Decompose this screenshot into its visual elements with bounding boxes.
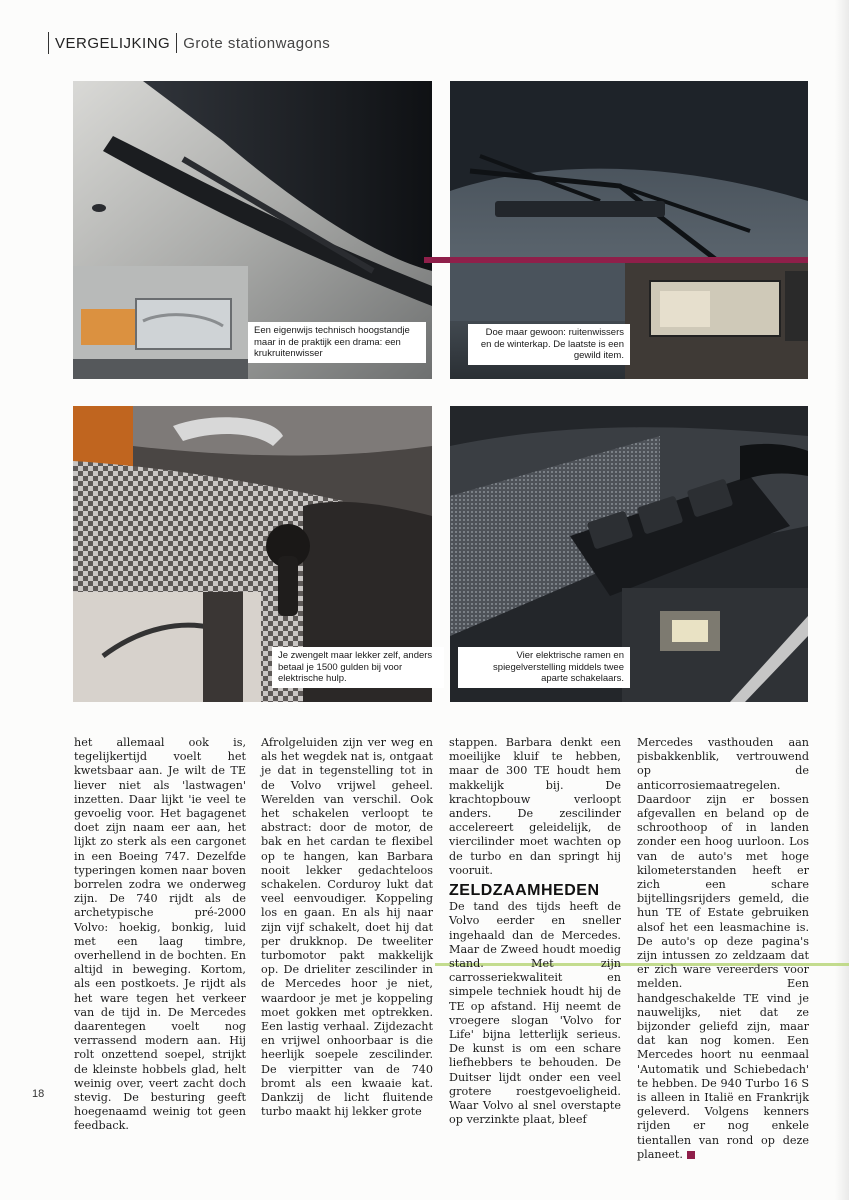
caption-wiper-right-text: Doe maar gewoon: ruitenwissers en de winterkap. De laatste is een gewild item.	[480, 327, 624, 361]
end-of-article-icon	[687, 1151, 695, 1159]
caption-wiper-right	[468, 324, 630, 365]
article-paragraph-1: het allemaal ook is, tegelijkertijd voelt het kwetsbaar aan. Je wilt de TE liever niet als 'lastwagen' inzetten. Daar lijkt 'ie veel te gevoelig voor. Het bagagenet doet zijn naam eer aan, het lijkt zo sterk als een cargonet in een Boeing 747. Dezelfde typeringen komen naar boven borrelen zodra we onderweg zijn. De 740 rijdt als de archetypische pré-2000 Volvo: hoekig, bonkig, luid met een laag timbre, overhellend in de bochten. En altijd in beweging. Kortom, als een postkoets. Je rijdt als het ware tegen het verkeer van de tijd in. De Mercedes daarentegen voelt nog verrassend modern aan. Hij rolt onzettend soepel, strijkt de kleinste hobbels glad, helt weinig over, veert zacht doch stevig. De besturing geeft hoegenaamd weinig tot geen feedback.	[74, 736, 246, 1133]
article-paragraph-3b: De tand des tijds heeft de Volvo eerder en sneller ingehaald dan de Mercedes. Maar de Zweed houdt moedig stand. Met zijn carrosseriekwaliteit en simpele techniek houdt hij de TE op afstand. Hij neemt de vroegere slogan 'Volvo for Life' bijna letterlijk serieus. De kunst is om een schare liefhebbers te behouden. De Duitser lijdt onder een veel grotere roestgevoeligheid. Waar Volvo al snel overstapte op verzinkte plaat, bleef	[449, 900, 621, 1127]
section-title: VERGELIJKING	[55, 34, 171, 52]
article-paragraph-2: Afrolgeluiden zijn ver weg en als het wegdek nat is, ontgaat je dat in tegenstelling tot in de Volvo vrijwel geheel. Werelden van verschil. Ook het schakelen verloopt te abstract: door de motor, de bak en het cardan te flexibel op te hangen, kan Barbara nooit lekker gedachteloos schakelen. Corduroy lukt dat veel eenvoudiger. Koppeling los en gaan. En als hij naar zijn vijf schakelt, doet hij dat per drukknop. De tweeliter turbomotor pakt makkelijk op. De drieliter zescilinder in de Mercedes hoor je niet, waardoor je met je koppeling moet gokken met optrekken. Een lastig verhaal. Zijdezacht en vrijwel onhoorbaar is die heerlijk soepele zescilinder. De vierpitter van de 740 bromt als een kwaaie kat. Dankzij de licht fluitende turbo maakt hij lekker grote	[261, 736, 433, 1119]
header-separator	[176, 33, 177, 53]
article-column-4	[637, 736, 809, 1162]
article-paragraph-4: Mercedes vasthouden aan pisbakkenblik, vertrouwend op de anticorrosiemaatregelen. Daardoor zijn er bossen afgevallen en beland op de schroothoop of in landen zonder een hoog uurloon. Los van de auto's met hoge kilometerstanden heeft er zich een schare bijtellingsrijders gemeld, die hun TE of Estate gebruiken alsof het een leasmachine is. De auto's op deze pagina's zijn intussen zo zeldzaam dat er zich ware vereerders voor melden. Een handgeschakelde TE vind je nauwelijks, niet dat ze bijzonder geliefd zijn, maar dat kan nog komen. Een Mercedes hoort nu eenmaal 'Automatik und Schiebedach' te hebben. De 940 Turbo 16 S is alleen in Italië en Frankrijk geleverd. Volgens kenners rijden er nog enkele tientallen van rond op deze planeet.	[637, 736, 809, 1161]
accent-ribbon	[424, 257, 808, 263]
article-column-2	[261, 736, 433, 1119]
caption-wiper-left	[248, 322, 426, 363]
article-paragraph-4-wrap	[637, 736, 809, 1162]
subheading: ZELDZAAMHEDEN	[449, 882, 600, 900]
topic-title: Grote stationwagons	[183, 34, 331, 52]
page-header	[48, 32, 330, 54]
article-column-1	[74, 736, 246, 1134]
caption-door-left	[272, 647, 444, 688]
header-rule	[48, 32, 49, 54]
page-edge-shadow	[835, 0, 849, 1200]
caption-door-left-text: Je zwengelt maar lekker zelf, anders betaal je 1500 gulden bij voor elektrische hulp.	[278, 650, 433, 684]
caption-door-right	[458, 647, 630, 688]
article-column-3	[449, 736, 621, 1127]
page-number: 18	[32, 1088, 45, 1100]
caption-wiper-left-text: Een eigenwijs technisch hoogstandje maar in de praktijk een drama: een krukruitenwisser	[254, 325, 410, 359]
caption-door-right-text: Vier elektrische ramen en spiegelverstelling middels twee aparte schakelaars.	[493, 650, 624, 684]
article-paragraph-3a: stappen. Barbara denkt een moeilijke kluif te hebben, maar de 300 TE houdt hem makkelijk bij. De krachtopbouw verloopt anders. De zescilinder accelereert geleidelijk, de viercilinder moet wachten op de turbo en dan springt hij vooruit.	[449, 736, 621, 877]
